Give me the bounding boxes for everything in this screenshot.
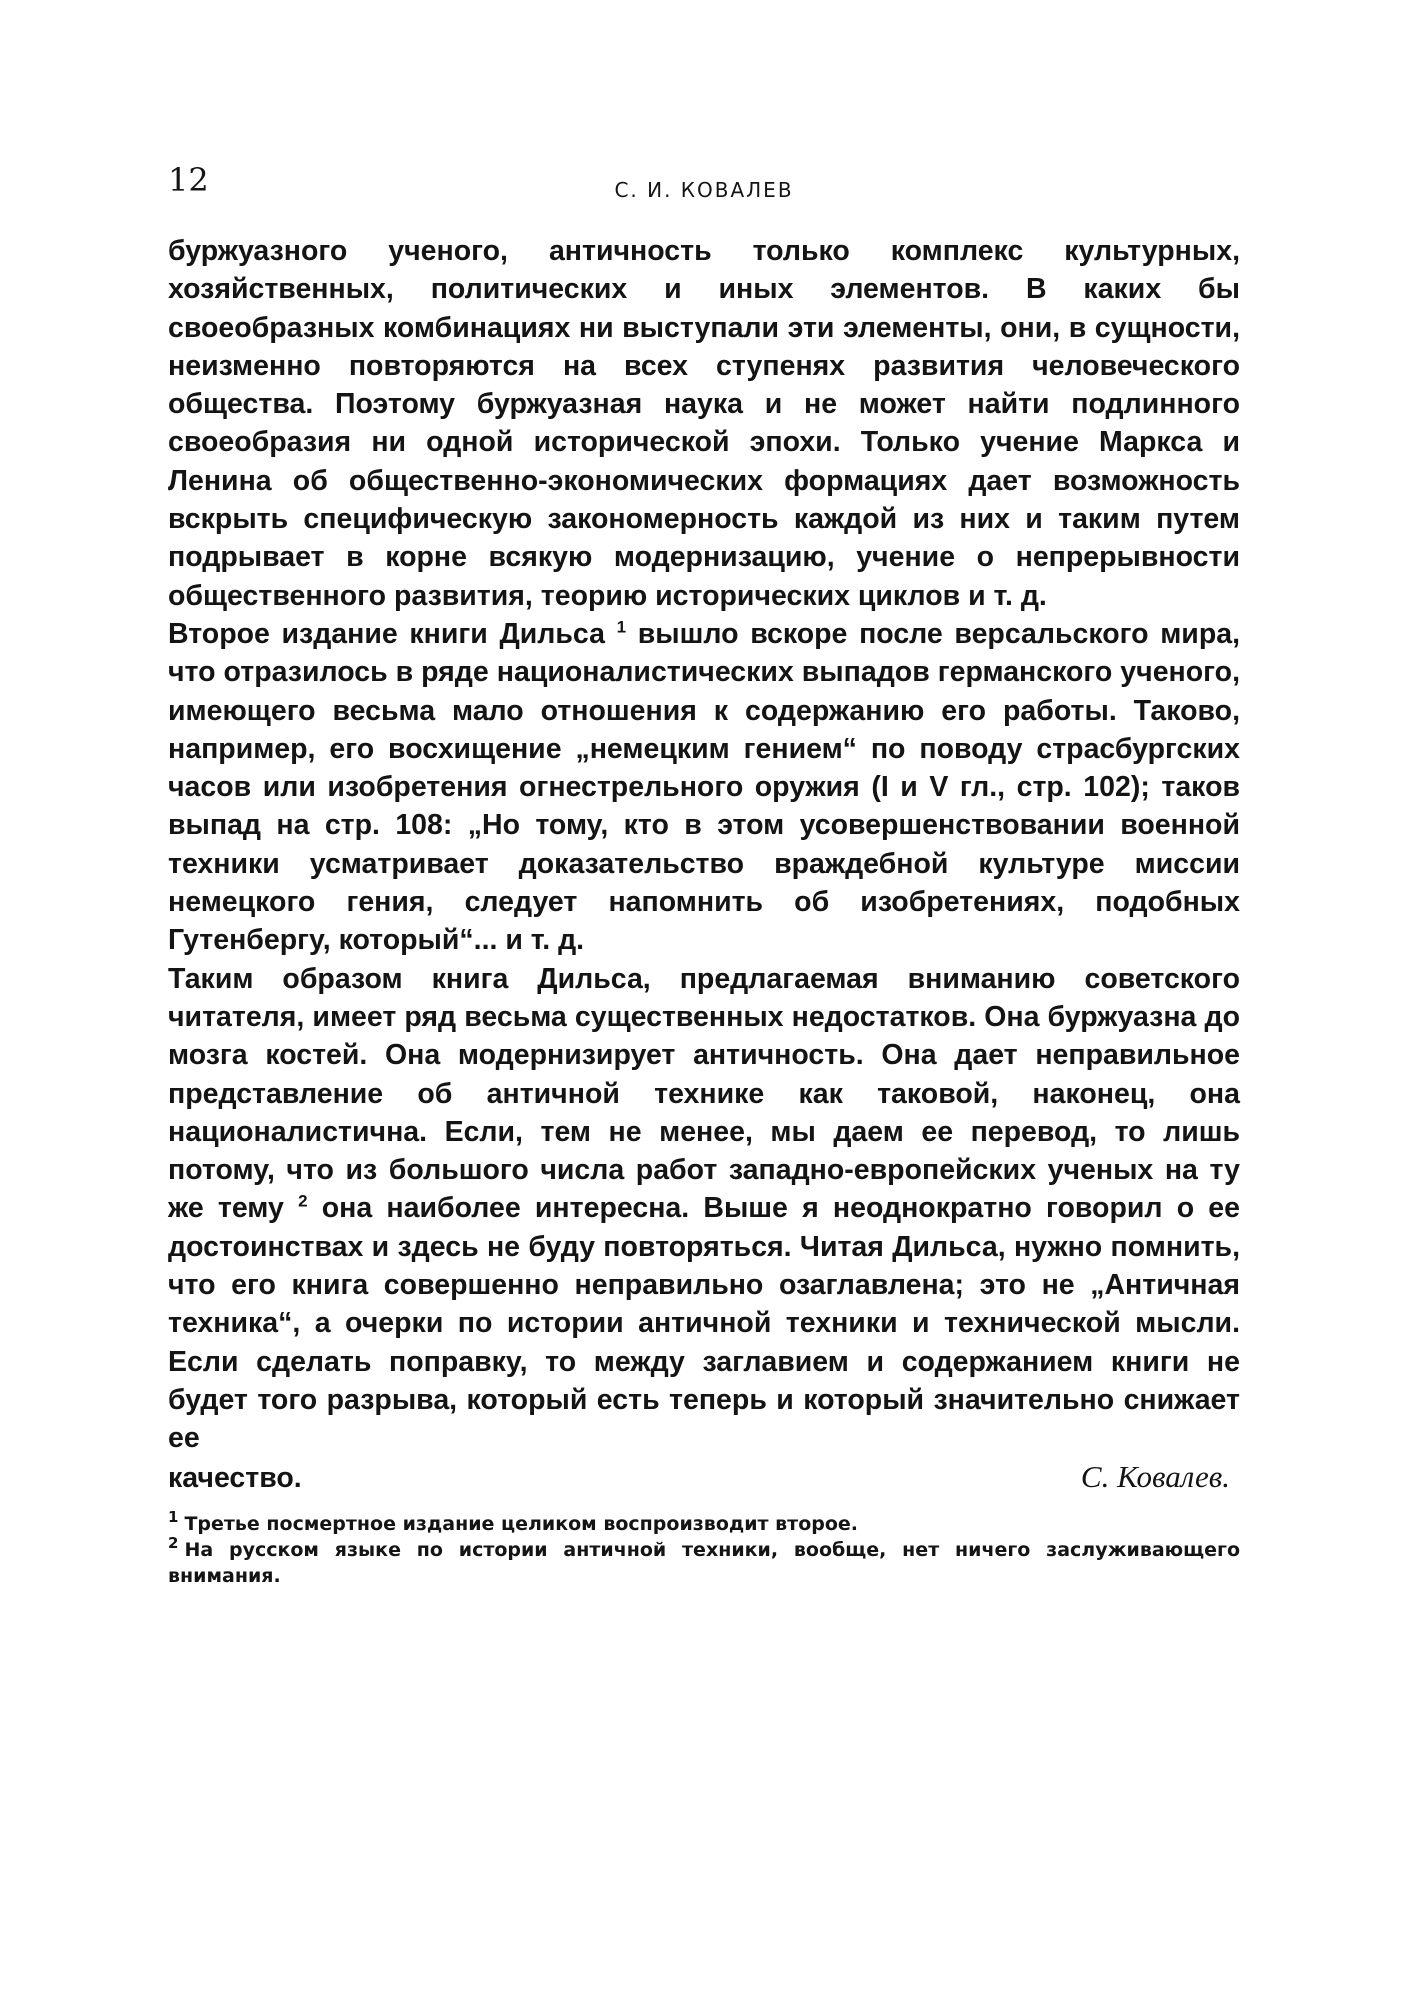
running-head-author: С. И. КОВАЛЕВ — [614, 178, 794, 202]
footnote-1-mark: 1 — [168, 1508, 179, 1527]
footnote-1 — [168, 1508, 1240, 1537]
footnote-ref-2: 2 — [298, 1191, 308, 1211]
footnote-2-text: На русском языке по истории античной техники, вообще, нет ничего заслуживающего внимания. — [168, 1538, 1240, 1587]
paragraph-3-rest: она наиболее интересна. Выше я неоднократно говорил о ее достоинствах и здесь не буду повторяться. Читая Дильса, нужно помнить, что его книга совершенно неправильно озаглавлена; это не „Античная техника“, а очерки по истории античной техники и технической мысли. Если сделать поправку, то между заглавием и содержанием книги не будет того разрыва, который есть теперь и который значительно снижает ее — [168, 1192, 1240, 1455]
footnote-1-text: Третье посмертное издание целиком воспроизводит второе. — [184, 1512, 859, 1535]
paragraph-3 — [168, 960, 1240, 1458]
footnotes — [168, 1508, 1240, 1589]
closing-word: качество. — [168, 1461, 302, 1494]
paragraph-3-start: Таким образом книга Дильса, предлагаемая вниманию советского читателя, имеет ряд весьма существенных недостатков. Она буржуазна до мозга костей. Она модернизирует античность. Она дает неправильное представление об античной технике как таковой, наконец, она националистична. Если, тем не менее, мы даем ее перевод, то лишь потому, что из большого числа работ западно-европейских ученых на ту же тему — [168, 962, 1240, 1225]
body-text — [168, 232, 1240, 1497]
paragraph-2-rest: вышло вскоре после версальского мира, что отразилось в ряде националистических выпадов германского ученого, имеющего весьма мало отношения к содержанию его работы. Таково, например, его восхищение „немецким гением“ по поводу страсбургских часов или изобретения огнестрельного оружия (I и V гл., стр. 102); таков выпад на стр. 108: „Но тому, кто в этом усовершенствовании военной техники усматривает доказательство враждебной культуре миссии немецкого гения, следует напомнить об изобретениях, подобных Гутенбергу, который“... и т. д. — [168, 617, 1240, 957]
running-head — [168, 150, 1240, 210]
author-signature: С. Ковалев. — [1080, 1458, 1230, 1494]
paragraph-1: буржуазного ученого, античность только комплекс культурных, хозяйственных, политических и иных элементов. В каких бы своеобразных комбинациях ни выступали эти элементы, они, в сущности, неизменно повторяются на всех ступенях развития человеческого общества. Поэтому буржуазная наука и не может найти подлинного своеобразия ни одной исторической эпохи. Только учение Маркса и Ленина об общественно-экономических формациях дает возможность вскрыть специфическую закономерность каждой из них и таким путем подрывает в корне всякую модернизацию, учение о непрерывности общественного развития, теорию исторических циклов и т. д. — [168, 235, 1240, 612]
document-page — [168, 150, 1240, 1589]
paragraph-2 — [168, 615, 1240, 960]
paragraph-2-start: Второе издание книги Дильса — [168, 617, 605, 650]
footnote-2 — [168, 1534, 1240, 1589]
page-number: 12 — [168, 161, 209, 199]
footnote-2-mark: 2 — [168, 1534, 179, 1553]
footnote-ref-1: 1 — [616, 617, 627, 637]
signature-line — [168, 1458, 1240, 1497]
